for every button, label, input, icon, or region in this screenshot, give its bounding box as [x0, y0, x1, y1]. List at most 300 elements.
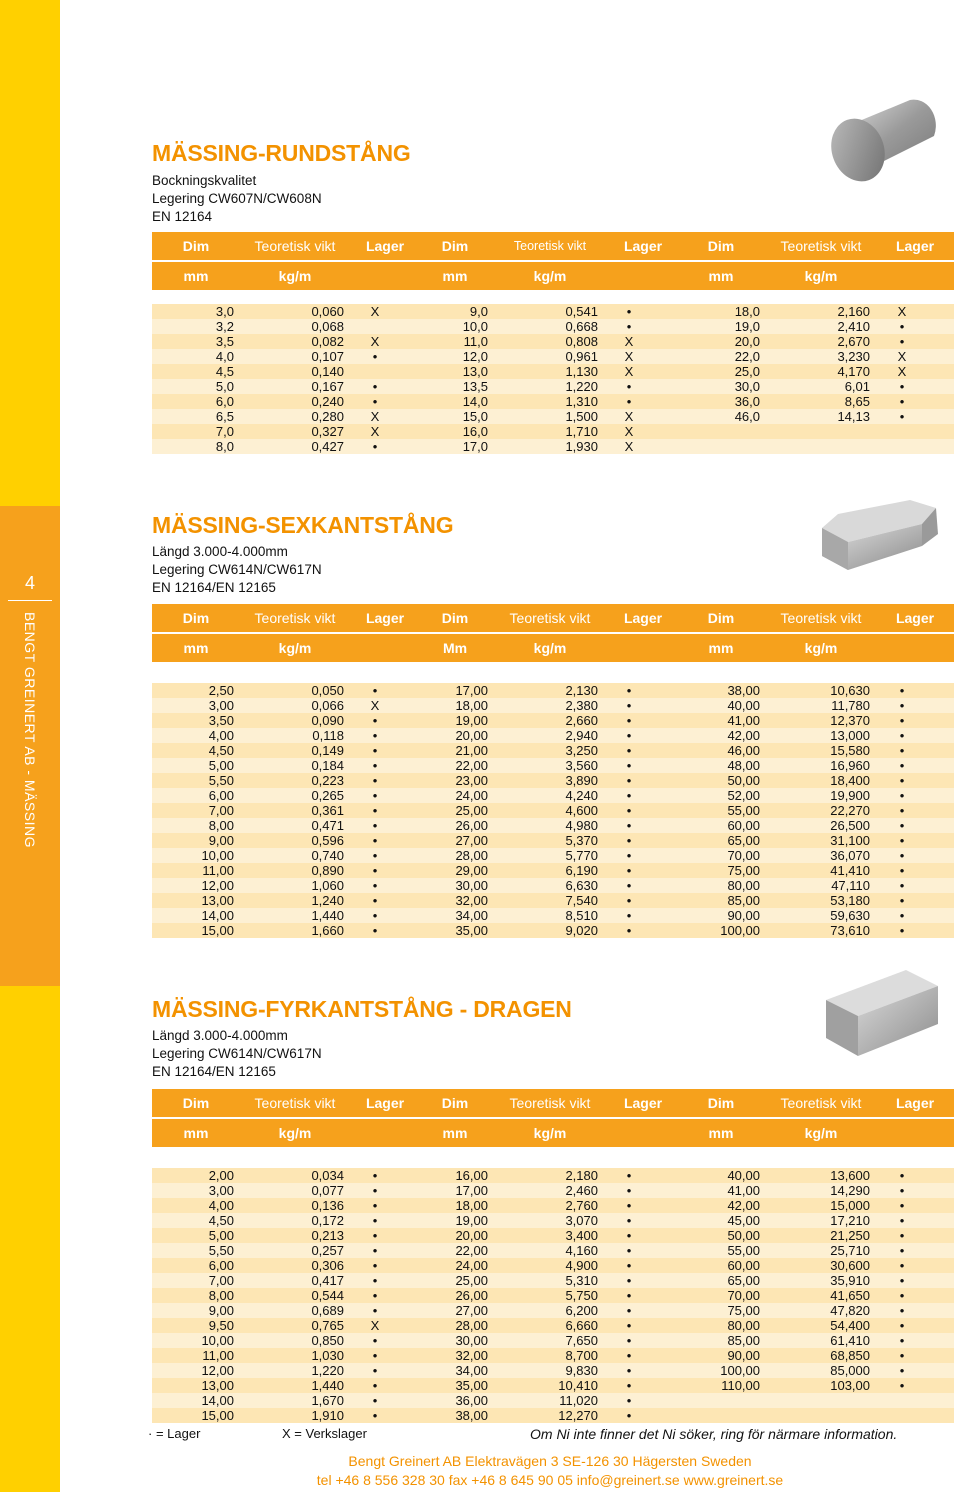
- table-cell: X: [370, 304, 380, 319]
- table-cell: 1,440: [311, 908, 344, 923]
- table-cell: 16,960: [830, 758, 870, 773]
- unit-kgm: kg/m: [533, 268, 567, 284]
- table-cell: 20,00: [455, 728, 488, 743]
- table-cell: 12,270: [558, 1408, 598, 1423]
- table-cell: •: [626, 304, 632, 319]
- table-cell: 29,00: [455, 863, 488, 878]
- table-cell: 0,361: [311, 803, 344, 818]
- table-cell: •: [626, 1393, 632, 1408]
- table-cell: 70,00: [727, 848, 760, 863]
- header-lager: Lager: [365, 1095, 405, 1111]
- table-cell: 8,0: [215, 439, 234, 454]
- table-cell: 0,327: [311, 424, 344, 439]
- table-cell: •: [899, 908, 905, 923]
- table-cell: 4,50: [208, 1213, 234, 1228]
- table-cell: •: [899, 803, 905, 818]
- table-cell: 0,417: [311, 1273, 344, 1288]
- table-cell: [760, 1408, 870, 1423]
- section-subline: EN 12164: [152, 209, 213, 224]
- table-cell: 41,410: [830, 863, 870, 878]
- section-title: MÄSSING-RUNDSTÅNG: [152, 140, 411, 166]
- table-row: [152, 379, 954, 394]
- unit-kgm: kg/m: [278, 1125, 312, 1141]
- table-cell: 12,00: [201, 1363, 234, 1378]
- table-cell: 0,541: [565, 304, 598, 319]
- table-cell: 2,940: [565, 728, 598, 743]
- table-cell: 0,140: [311, 364, 344, 379]
- table-cell: 0,689: [311, 1303, 344, 1318]
- table-cell: 0,265: [311, 788, 344, 803]
- table-cell: •: [626, 1243, 632, 1258]
- table-cell: •: [626, 379, 632, 394]
- table-cell: 2,130: [565, 683, 598, 698]
- table-cell: 3,890: [565, 773, 598, 788]
- table-cell: 1,310: [565, 394, 598, 409]
- table-cell: •: [626, 1228, 632, 1243]
- table-cell: 55,00: [727, 1243, 760, 1258]
- table-cell: 6,630: [565, 878, 598, 893]
- table-cell: 25,0: [734, 364, 760, 379]
- unit-mm: mm: [442, 268, 468, 284]
- table-cell: 8,00: [208, 1288, 234, 1303]
- table-row: [152, 364, 954, 379]
- unit-mm: mm: [183, 1125, 209, 1141]
- unit-mm: Mm: [442, 640, 468, 656]
- header-teoretisk-vikt: Teoretisk vikt: [780, 610, 862, 626]
- table-cell: 0,136: [311, 1198, 344, 1213]
- table-cell: X: [624, 349, 634, 364]
- table-cell: •: [372, 394, 378, 409]
- table-cell: [660, 1408, 760, 1423]
- table-cell: 30,00: [455, 878, 488, 893]
- header-teoretisk-vikt: Teoretisk vikt: [254, 238, 336, 254]
- table-row: [152, 1393, 954, 1408]
- table-row: [152, 1258, 954, 1273]
- table-cell: 6,5: [215, 409, 234, 424]
- table-cell: 2,410: [837, 319, 870, 334]
- table-cell: •: [626, 863, 632, 878]
- header-dim: Dim: [182, 238, 210, 254]
- table-cell: 7,00: [208, 803, 234, 818]
- table-cell: 22,00: [455, 1243, 488, 1258]
- table-cell: 6,00: [208, 788, 234, 803]
- table-cell: 60,00: [727, 1258, 760, 1273]
- table-cell: •: [899, 833, 905, 848]
- header-dim: Dim: [441, 238, 469, 254]
- table-row: [152, 1288, 954, 1303]
- table-cell: 70,00: [727, 1288, 760, 1303]
- table-cell: 6,00: [208, 1258, 234, 1273]
- table-cell: •: [899, 893, 905, 908]
- table-row: [152, 334, 954, 349]
- table-cell: 26,00: [455, 818, 488, 833]
- table-cell: 1,660: [311, 923, 344, 938]
- table-cell: •: [372, 818, 378, 833]
- table-cell: 30,00: [455, 1333, 488, 1348]
- table-cell: 0,280: [311, 409, 344, 424]
- footer-contact: tel +46 8 556 328 30 fax +46 8 645 90 05 info@greinert.se www.greinert.se: [316, 1472, 784, 1488]
- table-cell: [870, 439, 934, 454]
- table-cell: 10,0: [462, 319, 488, 334]
- table-cell: 53,180: [830, 893, 870, 908]
- table-cell: •: [372, 1288, 378, 1303]
- table-row: [152, 848, 954, 863]
- table-cell: •: [899, 713, 905, 728]
- header-dim: Dim: [182, 1095, 210, 1111]
- table-cell: 50,00: [727, 773, 760, 788]
- unit-kgm: kg/m: [278, 268, 312, 284]
- footer-address: Bengt Greinert AB Elektravägen 3 SE-126 30 Hägersten Sweden: [348, 1453, 752, 1469]
- table-cell: •: [626, 833, 632, 848]
- table-cell: 65,00: [727, 833, 760, 848]
- table-cell: 2,660: [565, 713, 598, 728]
- table-cell: •: [899, 863, 905, 878]
- table-cell: 15,000: [830, 1198, 870, 1213]
- table-cell: •: [899, 818, 905, 833]
- section-subline: EN 12164/EN 12165: [152, 580, 276, 595]
- table-cell: •: [372, 758, 378, 773]
- header-teoretisk-vikt: Teoretisk vikt: [254, 1095, 336, 1111]
- unit-kgm: kg/m: [533, 640, 567, 656]
- table-cell: 6,0: [215, 394, 234, 409]
- table-cell: 6,190: [565, 863, 598, 878]
- table-cell: [660, 424, 760, 439]
- unit-kgm: kg/m: [278, 640, 312, 656]
- table-cell: 0,090: [311, 713, 344, 728]
- table-cell: •: [372, 379, 378, 394]
- table-cell: •: [626, 1303, 632, 1318]
- table-row: [152, 788, 954, 803]
- table-cell: [870, 1408, 934, 1423]
- table-cell: 14,290: [830, 1183, 870, 1198]
- table-cell: [870, 424, 934, 439]
- table-cell: 4,900: [565, 1258, 598, 1273]
- table-row: [152, 349, 954, 364]
- table-cell: 3,0: [215, 304, 234, 319]
- table-cell: •: [899, 923, 905, 938]
- table-cell: 15,580: [830, 743, 870, 758]
- section-rundstang: [152, 140, 954, 226]
- table-cell: 9,50: [208, 1318, 234, 1333]
- table-cell: 0,890: [311, 863, 344, 878]
- table-cell: •: [899, 1258, 905, 1273]
- table-cell: 26,500: [830, 818, 870, 833]
- header-lager: Lager: [365, 610, 405, 626]
- header-teoretisk-vikt: Teoretisk vikt: [513, 239, 587, 253]
- table-cell: 0,077: [311, 1183, 344, 1198]
- table-row: [152, 1318, 954, 1333]
- table-cell: 3,00: [208, 1183, 234, 1198]
- table-cell: 25,710: [830, 1243, 870, 1258]
- table-cell: 1,220: [565, 379, 598, 394]
- table-cell: 38,00: [455, 1408, 488, 1423]
- table-cell: 9,0: [469, 304, 488, 319]
- table-cell: 9,020: [565, 923, 598, 938]
- table-cell: X: [370, 409, 380, 424]
- header-lager: Lager: [623, 610, 663, 626]
- table-cell: 13,00: [201, 1378, 234, 1393]
- table-row: [152, 1183, 954, 1198]
- table-cell: •: [899, 334, 905, 349]
- table-cell: •: [372, 1303, 378, 1318]
- table-header-fyrkantstang: [152, 1089, 954, 1147]
- table-cell: 0,213: [311, 1228, 344, 1243]
- table-cell: 12,370: [830, 713, 870, 728]
- unit-kgm: kg/m: [533, 1125, 567, 1141]
- table-cell: 40,00: [727, 698, 760, 713]
- table-cell: 0,471: [311, 818, 344, 833]
- table-cell: 0,808: [565, 334, 598, 349]
- table-cell: 11,00: [202, 1348, 234, 1363]
- table-cell: 3,560: [565, 758, 598, 773]
- table-cell: •: [899, 1243, 905, 1258]
- table-cell: 2,670: [837, 334, 870, 349]
- table-cell: [344, 364, 406, 379]
- table-body: [152, 683, 954, 938]
- table-cell: 48,00: [727, 758, 760, 773]
- table-row: [152, 923, 954, 938]
- table-row: [152, 409, 954, 424]
- header-dim: Dim: [441, 610, 469, 626]
- table-cell: 19,00: [455, 1213, 488, 1228]
- table-cell: •: [372, 923, 378, 938]
- table-cell: 13,0: [462, 364, 488, 379]
- table-cell: 13,5: [462, 379, 488, 394]
- table-cell: 9,00: [208, 833, 234, 848]
- table-row: [152, 424, 954, 439]
- table-cell: •: [372, 728, 378, 743]
- unit-mm: mm: [708, 268, 734, 284]
- table-cell: 103,00: [830, 1378, 870, 1393]
- table-cell: X: [370, 424, 380, 439]
- table-cell: 55,00: [727, 803, 760, 818]
- unit-kgm: kg/m: [804, 1125, 838, 1141]
- header-teoretisk-vikt: Teoretisk vikt: [780, 1095, 862, 1111]
- table-cell: 68,850: [830, 1348, 870, 1363]
- table-cell: 30,600: [830, 1258, 870, 1273]
- section-subline: Legering CW614N/CW617N: [152, 1046, 322, 1061]
- table-cell: 110,00: [721, 1378, 760, 1393]
- legend-verkslager: X = Verkslager: [282, 1426, 367, 1441]
- table-cell: 4,50: [208, 743, 234, 758]
- table-cell: •: [899, 1168, 905, 1183]
- table-cell: 12,00: [201, 878, 234, 893]
- table-row: [152, 713, 954, 728]
- header-lager: Lager: [895, 238, 935, 254]
- sidebar-vertical-text: BENGT GREINERT AB - MÄSSING: [22, 612, 38, 848]
- table-cell: •: [626, 803, 632, 818]
- legend-lager: · = Lager: [148, 1426, 201, 1441]
- table-cell: 28,00: [455, 848, 488, 863]
- table-cell: 7,0: [215, 424, 234, 439]
- table-cell: [344, 319, 406, 334]
- table-cell: 30,0: [734, 379, 760, 394]
- table-cell: 90,00: [727, 908, 760, 923]
- table-cell: X: [897, 349, 907, 364]
- table-cell: 5,00: [208, 758, 234, 773]
- table-cell: 1,060: [311, 878, 344, 893]
- table-cell: 75,00: [727, 863, 760, 878]
- table-cell: 3,2: [215, 319, 234, 334]
- section-subline: Längd 3.000-4.000mm: [152, 544, 288, 559]
- table-cell: 35,00: [455, 1378, 488, 1393]
- section-subline: Längd 3.000-4.000mm: [152, 1028, 288, 1043]
- table-cell: •: [899, 773, 905, 788]
- table-cell: 36,070: [830, 848, 870, 863]
- table-cell: X: [624, 334, 634, 349]
- table-cell: •: [626, 773, 632, 788]
- table-cell: 2,00: [208, 1168, 234, 1183]
- table-header-sexkantstang: [152, 604, 954, 662]
- table-cell: •: [899, 758, 905, 773]
- table-cell: 12,0: [462, 349, 488, 364]
- table-cell: •: [626, 1288, 632, 1303]
- table-row: [152, 319, 954, 334]
- unit-kgm: kg/m: [804, 640, 838, 656]
- header-dim: Dim: [182, 610, 210, 626]
- table-cell: 17,00: [455, 683, 488, 698]
- table-cell: 73,610: [830, 923, 870, 938]
- table-cell: 11,00: [202, 863, 234, 878]
- table-cell: •: [372, 863, 378, 878]
- table-cell: 3,5: [215, 334, 234, 349]
- table-cell: 1,910: [311, 1408, 344, 1423]
- table-cell: •: [899, 1348, 905, 1363]
- table-cell: •: [372, 893, 378, 908]
- table-row: [152, 893, 954, 908]
- table-cell: 21,250: [830, 1228, 870, 1243]
- tab-divider: [8, 600, 52, 601]
- table-cell: [870, 1393, 934, 1408]
- table-cell: •: [372, 1258, 378, 1273]
- table-row: [152, 394, 954, 409]
- table-row: [152, 818, 954, 833]
- unit-mm: mm: [442, 1125, 468, 1141]
- table-cell: 5,310: [565, 1273, 598, 1288]
- table-cell: •: [372, 1198, 378, 1213]
- table-cell: 5,00: [208, 1228, 234, 1243]
- table-cell: 4,240: [565, 788, 598, 803]
- table-row: [152, 908, 954, 923]
- table-cell: 24,00: [455, 1258, 488, 1273]
- table-row: [152, 683, 954, 698]
- table-cell: •: [626, 319, 632, 334]
- table-cell: 85,00: [727, 1333, 760, 1348]
- table-cell: •: [626, 683, 632, 698]
- table-cell: 3,50: [208, 713, 234, 728]
- table-cell: •: [626, 923, 632, 938]
- section-subline: EN 12164/EN 12165: [152, 1064, 276, 1079]
- table-cell: X: [370, 334, 380, 349]
- table-cell: 100,00: [720, 923, 760, 938]
- table-cell: 20,0: [734, 334, 760, 349]
- table-cell: •: [626, 1273, 632, 1288]
- table-cell: 13,000: [830, 728, 870, 743]
- table-cell: •: [899, 319, 905, 334]
- table-cell: •: [372, 1228, 378, 1243]
- table-cell: 1,440: [311, 1378, 344, 1393]
- table-cell: 1,220: [311, 1363, 344, 1378]
- table-cell: X: [897, 304, 907, 319]
- table-cell: •: [899, 728, 905, 743]
- table-cell: 90,00: [727, 1348, 760, 1363]
- table-cell: X: [370, 1318, 380, 1333]
- table-cell: •: [372, 803, 378, 818]
- table-body: [152, 304, 954, 454]
- table-row: [152, 1363, 954, 1378]
- table-cell: 0,427: [311, 439, 344, 454]
- table-cell: 41,00: [727, 713, 760, 728]
- table-cell: [660, 1393, 760, 1408]
- table-cell: 0,668: [565, 319, 598, 334]
- table-cell: •: [899, 1288, 905, 1303]
- table-cell: 1,710: [565, 424, 598, 439]
- header-dim: Dim: [441, 1095, 469, 1111]
- table-cell: 35,00: [455, 923, 488, 938]
- table-cell: 52,00: [727, 788, 760, 803]
- table-cell: 10,630: [830, 683, 870, 698]
- table-cell: 46,0: [734, 409, 760, 424]
- table-cell: [760, 439, 870, 454]
- table-cell: 2,380: [565, 698, 598, 713]
- table-cell: •: [899, 1273, 905, 1288]
- header-dim: Dim: [707, 1095, 735, 1111]
- table-cell: •: [372, 908, 378, 923]
- table-cell: 45,00: [727, 1213, 760, 1228]
- table-cell: •: [372, 1243, 378, 1258]
- table-cell: •: [899, 1198, 905, 1213]
- table-cell: •: [899, 878, 905, 893]
- table-cell: •: [372, 1408, 378, 1423]
- table-cell: •: [626, 1318, 632, 1333]
- table-cell: •: [372, 773, 378, 788]
- table-cell: 5,750: [565, 1288, 598, 1303]
- table-row: [152, 1273, 954, 1288]
- table-cell: 1,670: [311, 1393, 344, 1408]
- table-cell: 10,00: [201, 1333, 234, 1348]
- table-cell: •: [372, 1183, 378, 1198]
- table-cell: 14,13: [837, 409, 870, 424]
- table-cell: 36,0: [734, 394, 760, 409]
- table-cell: 18,00: [455, 698, 488, 713]
- table-cell: •: [899, 743, 905, 758]
- table-row: [152, 1408, 954, 1423]
- table-cell: 15,00: [201, 923, 234, 938]
- table-cell: 26,00: [455, 1288, 488, 1303]
- table-cell: 42,00: [727, 728, 760, 743]
- table-cell: •: [626, 848, 632, 863]
- table-cell: 42,00: [727, 1198, 760, 1213]
- unit-kgm: kg/m: [804, 268, 838, 284]
- table-cell: 85,00: [727, 893, 760, 908]
- table-cell: 0,034: [311, 1168, 344, 1183]
- table-cell: 22,00: [455, 758, 488, 773]
- unit-mm: mm: [183, 268, 209, 284]
- unit-mm: mm: [708, 1125, 734, 1141]
- table-cell: •: [372, 833, 378, 848]
- table-cell: •: [372, 1213, 378, 1228]
- table-cell: 28,00: [455, 1318, 488, 1333]
- table-cell: 14,00: [201, 1393, 234, 1408]
- table-cell: •: [626, 743, 632, 758]
- table-cell: •: [372, 1393, 378, 1408]
- table-cell: •: [899, 1228, 905, 1243]
- table-cell: •: [626, 1363, 632, 1378]
- table-cell: 14,0: [462, 394, 488, 409]
- table-cell: 3,00: [208, 698, 234, 713]
- table-row: [152, 698, 954, 713]
- section-fyrkantstang: [152, 996, 954, 1081]
